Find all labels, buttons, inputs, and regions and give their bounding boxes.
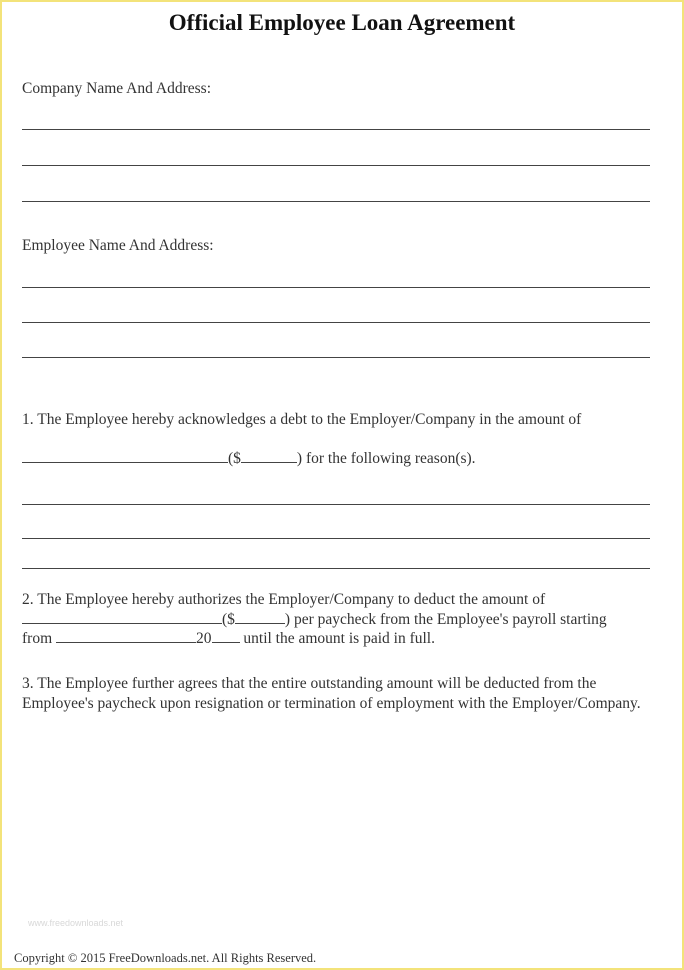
reason-line-1[interactable] bbox=[22, 504, 650, 505]
clause-2-year-blank[interactable] bbox=[212, 630, 240, 643]
clause-2-year-prefix: 20 bbox=[196, 630, 212, 647]
clause-2-amount-close: ) per paycheck from the Employee's payroll starting bbox=[284, 610, 607, 628]
employee-line-1[interactable] bbox=[22, 287, 650, 288]
reason-line-3[interactable] bbox=[22, 568, 650, 569]
reason-line-2[interactable] bbox=[22, 538, 650, 539]
clause-2-date-line bbox=[22, 629, 650, 649]
employee-line-3[interactable] bbox=[22, 357, 650, 358]
company-line-1[interactable] bbox=[22, 129, 650, 130]
clause-1-amount-close: ) for the following reason(s). bbox=[296, 450, 476, 467]
company-label: Company Name And Address: bbox=[22, 80, 211, 97]
watermark: www.freedownloads.net bbox=[28, 918, 124, 928]
clause-2-until-text: until the amount is paid in full. bbox=[243, 630, 435, 647]
clause-2-amount-line bbox=[22, 610, 650, 630]
copyright-footer: Copyright © 2015 FreeDownloads.net. All Rights Reserved. bbox=[14, 951, 317, 965]
employee-label: Employee Name And Address: bbox=[22, 237, 214, 254]
clause-2-text: 2. The Employee hereby authorizes the Employer/Company to deduct the amount of bbox=[22, 591, 546, 608]
clause-1-amount-number-blank[interactable] bbox=[241, 450, 297, 463]
clause-1-amount-line bbox=[22, 449, 650, 469]
company-line-3[interactable] bbox=[22, 201, 650, 202]
clause-2-from-word: from bbox=[22, 630, 53, 647]
clause-1-amount-open: ($ bbox=[228, 450, 241, 467]
document-title: Official Employee Loan Agreement bbox=[168, 10, 516, 35]
clause-1-text: 1. The Employee hereby acknowledges a debt to the Employer/Company in the amount of bbox=[22, 411, 582, 428]
clause-3-text: 3. The Employee further agrees that the entire outstanding amount will be deducted from the Employee's paycheck upon resignation or termination of employment with the Employer/Company. bbox=[22, 675, 641, 712]
clause-2-amount-open: ($ bbox=[222, 610, 235, 628]
employee-line-2[interactable] bbox=[22, 322, 650, 323]
clause-2-start-date-blank[interactable] bbox=[56, 630, 196, 643]
company-line-2[interactable] bbox=[22, 165, 650, 166]
clause-1-amount-words-blank[interactable] bbox=[22, 450, 228, 463]
clause-2-amount-number-blank[interactable] bbox=[235, 611, 285, 624]
clause-2 bbox=[22, 590, 650, 649]
clause-2-amount-words-blank[interactable] bbox=[22, 611, 222, 624]
